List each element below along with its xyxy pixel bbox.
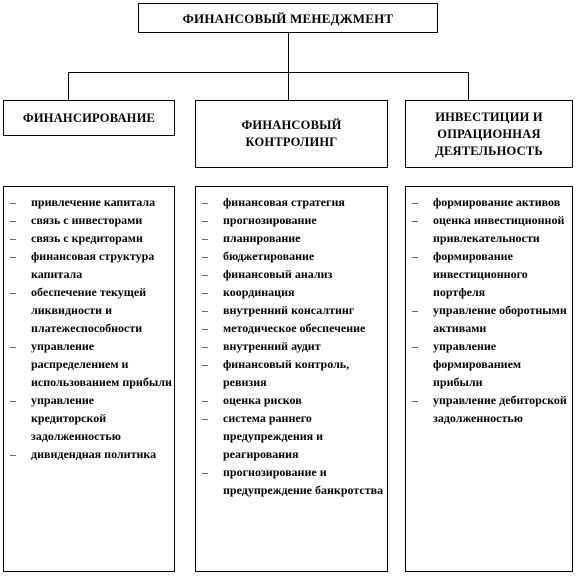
list-item-text: прогнозирование и предупреждение банкротства [223, 465, 384, 497]
dash-bullet: – [10, 339, 16, 353]
dash-bullet: – [202, 195, 208, 209]
heading-line: КОНТРОЛИНГ [245, 135, 338, 149]
item-list [196, 187, 387, 499]
list-item-text: управление распределением и использованием прибыли [31, 339, 172, 389]
list-item-text: система раннего предупреждения и реагирования [223, 411, 324, 461]
list-item [406, 337, 572, 391]
list-item [4, 283, 174, 337]
list-item-text: связь с инвесторами [31, 213, 143, 227]
dash-bullet: – [202, 321, 208, 335]
list-item-text: управление дебиторской задолженностью [433, 393, 567, 425]
list-item-text: финансовая стратегия [223, 195, 345, 209]
list-item [196, 301, 387, 319]
list-item-text: оценка рисков [223, 393, 302, 407]
list-item-text: бюджетирование [223, 249, 315, 263]
dash-bullet: – [412, 213, 418, 227]
column-list-financing [3, 186, 175, 572]
list-item-text: управление формированием прибыли [433, 339, 522, 389]
list-item-text: финансовый контроль, ревизия [223, 357, 350, 389]
list-item [196, 319, 387, 337]
column-heading-financing [3, 100, 175, 136]
column-list-controlling [195, 186, 388, 572]
list-item [196, 355, 387, 391]
connector-drop-col1 [68, 72, 69, 100]
list-item [196, 193, 387, 211]
list-item [406, 301, 572, 337]
list-item-text: внутренний аудит [223, 339, 321, 353]
dash-bullet: – [412, 303, 418, 317]
list-item [196, 391, 387, 409]
connector-drop-col2 [288, 72, 289, 100]
title-box [138, 3, 438, 33]
list-item [196, 211, 387, 229]
dash-bullet: – [202, 267, 208, 281]
heading-line: ДЕЯТЕЛЬНОСТЬ [435, 143, 543, 158]
heading-line: ФИНАНСОВЫЙ [241, 118, 342, 132]
dash-bullet: – [202, 231, 208, 245]
list-item-text: внутренний консалтинг [223, 303, 355, 317]
list-item-text: формирование инвестиционного портфеля [433, 249, 528, 299]
list-item-text: обеспечение текущей ликвидности и платежеспособности [31, 285, 147, 335]
list-item [196, 265, 387, 283]
list-item [4, 445, 174, 463]
list-item-text: формирование активов [433, 195, 561, 209]
list-item-text: координация [223, 285, 295, 299]
list-item [196, 337, 387, 355]
list-item [4, 193, 174, 211]
dash-bullet: – [202, 339, 208, 353]
list-item-text: оценка инвестиционной привлекательности [433, 213, 565, 245]
list-item [4, 229, 174, 247]
dash-bullet: – [10, 213, 16, 227]
dash-bullet: – [202, 303, 208, 317]
heading-line: ФИНАНСИРОВАНИЕ [22, 110, 156, 125]
list-item [196, 463, 387, 499]
dash-bullet: – [412, 195, 418, 209]
list-item-text: прогнозирование [223, 213, 317, 227]
item-list [4, 187, 174, 463]
list-item [406, 391, 572, 427]
dash-bullet: – [412, 249, 418, 263]
dash-bullet: – [10, 285, 16, 299]
dash-bullet: – [10, 447, 16, 461]
dash-bullet: – [10, 231, 16, 245]
list-item [196, 229, 387, 247]
connector-horizontal-bar [68, 72, 469, 73]
dash-bullet: – [202, 411, 208, 425]
dash-bullet: – [202, 213, 208, 227]
list-item-text: планирование [223, 231, 301, 245]
list-item [4, 247, 174, 283]
list-item-text: управление оборотными активами [433, 303, 567, 335]
list-item [4, 391, 174, 445]
diagram-title: ФИНАНСОВЫЙ МЕНЕДЖМЕНТ [182, 10, 394, 26]
item-list [406, 187, 572, 427]
dash-bullet: – [202, 465, 208, 479]
list-item [196, 283, 387, 301]
column-heading-controlling [195, 100, 388, 168]
list-item [406, 247, 572, 301]
dash-bullet: – [10, 393, 16, 407]
heading-line: ИНВЕСТИЦИИ И [435, 109, 543, 124]
connector-drop-col3 [468, 72, 469, 100]
dash-bullet: – [202, 357, 208, 371]
column-heading-investment [405, 100, 573, 168]
heading-line: ОПРАЦИОННАЯ [437, 126, 541, 141]
list-item-text: дивидендная политика [31, 447, 157, 461]
dash-bullet: – [412, 393, 418, 407]
dash-bullet: – [412, 339, 418, 353]
dash-bullet: – [202, 285, 208, 299]
list-item [4, 337, 174, 391]
list-item [406, 211, 572, 247]
list-item [196, 247, 387, 265]
list-item [196, 409, 387, 463]
column-list-investment [405, 186, 573, 572]
list-item-text: управление кредиторской задолженностью [31, 393, 121, 443]
list-item-text: финансовый анализ [223, 267, 333, 281]
dash-bullet: – [10, 249, 16, 263]
list-item-text: финансовая структура капитала [31, 249, 155, 281]
list-item [406, 193, 572, 211]
dash-bullet: – [202, 249, 208, 263]
list-item-text: связь с кредиторами [31, 231, 143, 245]
dash-bullet: – [202, 393, 208, 407]
list-item-text: методическое обеспечение [223, 321, 366, 335]
list-item-text: привлечение капитала [31, 195, 156, 209]
list-item [4, 211, 174, 229]
dash-bullet: – [10, 195, 16, 209]
connector-trunk [288, 33, 289, 73]
